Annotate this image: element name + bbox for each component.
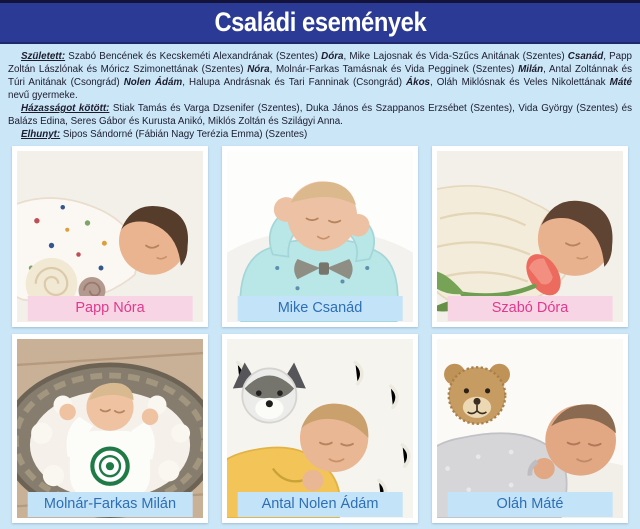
baby-name-caption: Papp Nóra [28, 296, 193, 321]
announcement-text: Szabó Bencének és Kecskeméti Alexandrának (Szentes) Dóra, Mike Lajosnak és Vida-Szűcs Anitának (Szentes) Csanád, Papp Zoltán Lászlónak és Móricz Szimonettának (Szentes) Nóra, Molnár-Farkas Tamásnak és Vida Pegginek (Szentes) Milán, Antal Zoltánnak és Túri Anitának (Csongrád) Nolen Ádám, Halupa Andrásnak és Tari Fanninak (Csongrád) Ákos, Oláh Miklósnak és Veles Nikolettának Máté nevű gyermeke. [8, 51, 632, 101]
announcement-label: Elhunyt: [21, 129, 61, 140]
section-header-bar [0, 3, 640, 44]
baby-photo-card [432, 146, 628, 327]
baby-photo-card [222, 334, 418, 523]
announcement-label: Született: [21, 51, 66, 62]
baby-photo-card [222, 146, 418, 327]
announcement-label: Házasságot kötött: [21, 103, 110, 114]
baby-name-caption: Antal Nolen Ádám [238, 492, 403, 517]
baby-name-caption: Molnár-Farkas Milán [28, 492, 193, 517]
announcement-paragraph [8, 102, 632, 128]
announcement-text: Stiak Tamás és Varga Dzsenifer (Szentes), Duka János és Szappanos Erzsébet (Szentes), Vida György (Szentes) és Balázs Edina, Seres Gábor és Kurusta Anikó, Miklós Zoltán és Szilágyi Anna. [8, 103, 633, 127]
baby-name-caption: Szabó Dóra [448, 296, 613, 321]
baby-photo-card [12, 334, 208, 523]
baby-name-caption: Mike Csanád [238, 296, 403, 321]
baby-photo-card [432, 334, 628, 523]
photo-grid [0, 143, 640, 529]
announcements [0, 44, 640, 143]
announcement-paragraph [8, 128, 632, 141]
baby-photo-card [12, 146, 208, 327]
announcement-text: Sipos Sándorné (Fábián Nagy Terézia Emma) (Szentes) [60, 129, 308, 140]
baby-name-caption: Oláh Máté [448, 492, 613, 517]
page-title: Családi események [214, 7, 426, 37]
announcement-paragraph [8, 50, 632, 102]
